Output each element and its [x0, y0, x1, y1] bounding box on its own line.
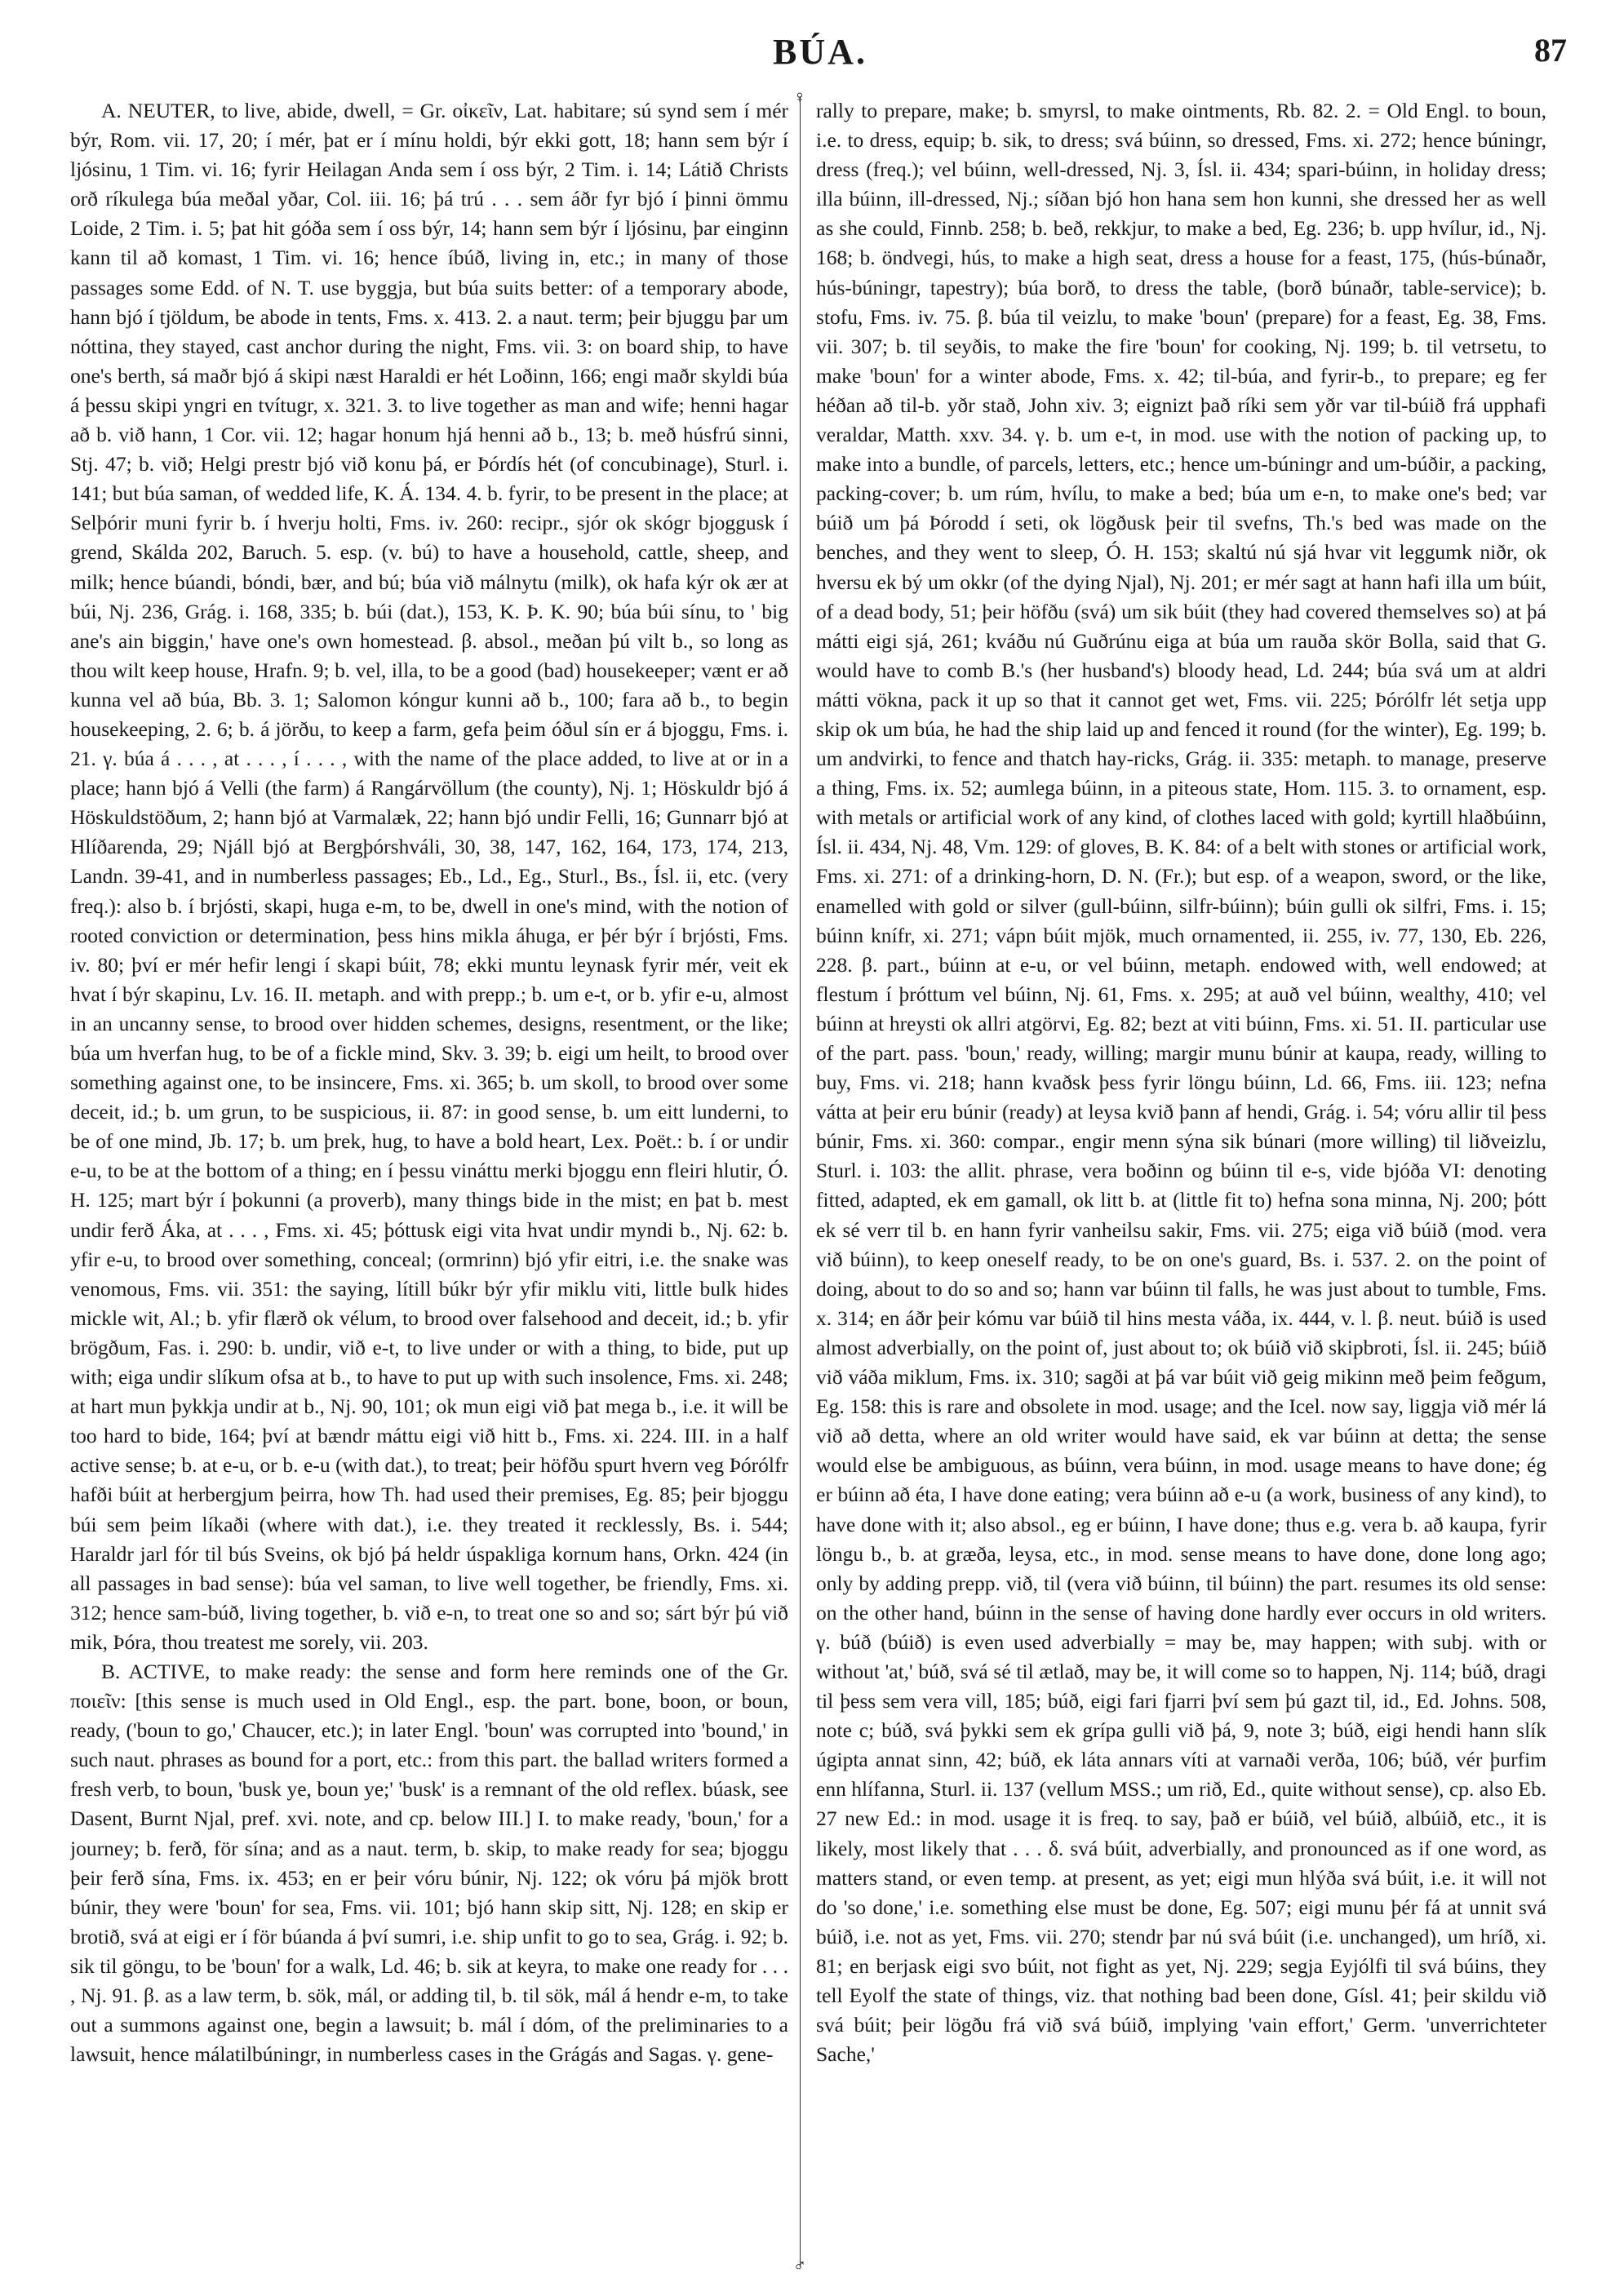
page-header [73, 31, 1567, 80]
left-column [70, 96, 788, 2267]
entry-section-a: A. NEUTER, to live, abide, dwell, = Gr. οἰκεῖν, Lat. habitare; sú synd sem í mér býr, Rom. vii. 17, 20; í mér, þat er í mínu holdi, býr ekki gott, 18; hann sem býr í ljósinu, 1 Tim. vi. 16; fyrir Heilagan Anda sem í oss býr, 2 Tim. i. 14; Látið Christs orð ríkulega búa meðal yðar, Col. iii. 16; þá trú . . . sem áðr fyr bjó í þinni ömmu Loide, 2 Tim. i. 5; þat hit góða sem í oss býr, 14; hann sem býr í ljósinu, þar einginn kann til að komast, 1 Tim. vi. 16; hence íbúð, living in, etc.; in many of those passages some Edd. of N. T. use byggja, but búa suits better: of a temporary abode, hann bjó í tjöldum, be abode in tents, Fms. x. 413. 2. a naut. term; þeir bjuggu þar um nóttina, they stayed, cast anchor during the night, Fms. vii. 3: on board ship, to have one's berth, sá maðr bjó á skipi næst Haraldi er hét Loðinn, 166; engi maðr skyldi búa á þessu skipi yngri en tvítugr, x. 321. 3. to live together as man and wife; henni hagar að b. við hann, 1 Cor. vii. 12; hagar honum hjá henni að b., 13; b. með húsfrú sinni, Stj. 47; b. við; Helgi prestr bjó við konu þá, er Þórdís hét (of concubinage), Sturl. i. 141; but búa saman, of wedded life, K. Á. 134. 4. b. fyrir, to be present in the place; at Selþórir muni fyrir b. í hverju holti, Fms. iv. 260: recipr., sjór ok skógr bjoggusk í grend, Skálda 202, Baruch. 5. esp. (v. bú) to have a household, cattle, sheep, and milk; hence búandi, bóndi, bær, and bú; búa við málnytu (milk), ok hafa kýr ok ær at búi, Nj. 236, Grág. i. 168, 335; b. búi (dat.), 153, K. Þ. K. 90; búa búi sínu, to ' big ane's ain biggin,' have one's own homestead. β. absol., meðan þú vilt b., so long as thou wilt keep house, Hrafn. 9; b. vel, illa, to be a good (bad) housekeeper; vænt er að kunna vel að búa, Bb. 3. 1; Salomon kóngur kunni að b., 100; fara að b., to begin housekeeping, 2. 6; b. á jörðu, to keep a farm, gefa þeim óðul sín er á bjoggu, Fms. i. 21. γ. búa á . . . , at . . . , í . . . , with the name of the place added, to live at or in a place; hann bjó á Velli (the farm) á Rangárvöllum (the county), Nj. 1; Höskuldr bjó á Höskuldstöðum, 2; hann bjó at Varmalæk, 22; hann bjó undir Felli, 16; Gunnarr bjó at Hlíðarenda, 29; Njáll bjó at Bergþórshváli, 30, 38, 147, 162, 164, 173, 174, 213, Landn. 39-41, and in numberless passages; Eb., Ld., Eg., Sturl., Bs., Ísl. ii, etc. (very freq.): also b. í brjósti, skapi, huga e-m, to be, dwell in one's mind, with the notion of rooted conviction or determination, þess hins mikla áhuga, er þér býr í brjósti, Fms. iv. 80; því er mér hefir lengi í skapi búit, 78; ekki muntu leynask fyrir mér, veit ek hvat í býr skapinu, Lv. 16. II. metaph. and with prepp.; b. um e-t, or b. yfir e-u, almost in an uncanny sense, to brood over hidden schemes, designs, resentment, or the like; búa um hverfan hug, to be of a fickle mind, Skv. 3. 39; b. eigi um heilt, to brood over something against one, to be insincere, Fms. xi. 365; b. um skoll, to brood over some deceit, id.; b. um grun, to be suspicious, ii. 87: in good sense, b. um eitt lunderni, to be of one mind, Jb. 17; b. um þrek, hug, to have a bold heart, Lex. Poët.: b. í or undir e-u, to be at the bottom of a thing; en í þessu vináttu merki bjoggu enn fleiri hlutir, Ó. H. 125; mart býr í þokunni (a proverb), many things bide in the mist; en þat b. mest undir ferð Áka, at . . . , Fms. xi. 45; þóttusk eigi vita hvat undir myndi b., Nj. 62: b. yfir e-u, to brood over something, conceal; (ormrinn) bjó yfir eitri, i.e. the snake was venomous, Fms. vii. 351: the saying, lítill búkr býr yfir miklu viti, little bulk hides mickle wit, Al.; b. yfir flærð ok vélum, to brood over falsehood and deceit, id.; b. yfir brögðum, Fas. i. 290: b. undir, við e-t, to live under or with a thing, to bide, put up with; eiga undir slíkum ofsa at b., to have to put up with such insolence, Fms. xi. 248; at hart mun þykkja undir at b., Nj. 90, 101; ok mun eigi við þat mega b., i.e. it will be too hard to bide, 164; því at bændr máttu eigi við hitt b., Fms. xi. 224. III. in a half active sense; b. at e-u, or b. e-u (with dat.), to treat; þeir höfðu spurt hvern veg Þórólfr hafði búit at herbergjum þeirra, how Th. had used their premises, Eg. 85; þeir bjoggu búi sem þeim líkaði (where with dat.), i.e. they treated it recklessly, Bs. i. 544; Haraldr jarl fór til bús Sveins, ok bjó þá heldr úspakliga kornum hans, Orkn. 424 (in all passages in bad sense): búa vel saman, to live well together, be friendly, Fms. xi. 312; hence sam-búð, living together, b. við e-n, to treat one so and so; sárt býr þú við mik, Þóra, thou treatest me sorely, vii. 203. [70, 99, 788, 1654]
page-number: 87 [1534, 32, 1567, 69]
divider-ornament-bottom-icon: ♂ [792, 2255, 807, 2276]
column-divider [800, 96, 801, 2267]
entry-section-b-continued: rally to prepare, make; b. smyrsl, to make ointments, Rb. 82. 2. = Old Engl. to boun, i.e. to dress, equip; b. sik, to dress; svá búinn, so dressed, Fms. xi. 272; hence búningr, dress (freq.); vel búinn, well-dressed, Nj. 3, Ísl. ii. 434; spari-búinn, in holiday dress; illa búinn, ill-dressed, Nj.; síðan bjó hon hana sem hon kunni, she dressed her as well as she could, Finnb. 258; b. beð, rekkjur, to make a bed, Eg. 236; b. upp hvílur, id., Nj. 168; b. öndvegi, hús, to make a high seat, dress a house for a feast, 175, (hús-búnaðr, hús-búningr, tapestry); búa borð, to dress the table, (borð búnaðr, table-service); b. stofu, Fms. iv. 75. β. búa til veizlu, to make 'boun' (prepare) for a feast, Eg. 38, Fms. vii. 307; b. til seyðis, to make the fire 'boun' for cooking, Nj. 199; b. til vetrsetu, to make 'boun' for a winter abode, Fms. x. 42; til-búa, and fyrir-b., to prepare; eg fer héðan að til-b. yðr stað, John xiv. 3; eignizt það ríki sem yðr var til-búið frá upphafi veraldar, Matth. xxv. 34. γ. b. um e-t, in mod. use with the notion of packing up, to make into a bundle, of parcels, letters, etc.; hence um-búningr and um-búðir, a packing, packing-cover; b. um rúm, hvílu, to make a bed; búa um e-n, to make one's bed; var búið um þá Þórodd í seti, ok lögðusk þeir til svefns, Th.'s bed was made on the benches, and they went to sleep, Ó. H. 153; skaltú nú sjá hvar vit leggumk niðr, ok hversu ek bý um okkr (of the dying Njal), Nj. 201; er mér sagt at hann hafi illa um búit, of a dead body, 51; þeir höfðu (svá) um sik búit (they had covered themselves so) at þá mátti eigi sjá, 261; kváðu nú Guðrúnu eiga at búa um rauða skör Bolla, said that G. would have to comb B.'s (her husband's) bloody head, Ld. 244; búa svá um at aldri mátti vökna, pack it up so that it cannot get wet, Fms. vii. 225; Þórólfr lét setja upp skip ok um búa, he had the ship laid up and fenced it round (for the winter), Eg. 199; b. um andvirki, to fence and thatch hay-ricks, Grág. ii. 335: metaph. to manage, preserve a thing, Fms. ix. 52; aumlega búinn, in a piteous state, Hom. 115. 3. to ornament, esp. with metals or artificial work of any kind, of clothes laced with gold; kyrtill hlaðbúinn, Ísl. ii. 434, Nj. 48, Vm. 129: of gloves, B. K. 84: of a belt with stones or artificial work, Fms. xi. 271: of a drinking-horn, D. N. (Fr.); but esp. of a weapon, sword, or the like, enamelled with gold or silver (gull-búinn, silfr-búinn); búin gulli ok silfri, Fms. i. 15; búinn knífr, xi. 271; vápn búit mjök, much ornamented, ii. 255, iv. 77, 130, Eb. 226, 228. β. part., búinn at e-u, or vel búinn, metaph. endowed with, well endowed; at flestum í þróttum vel búinn, Nj. 61, Fms. x. 295; at auð vel búinn, wealthy, 410; vel búinn at hreysti ok allri atgörvi, Eg. 82; bezt at viti búinn, Fms. xi. 51. II. particular use of the part. pass. 'boun,' ready, willing; margir munu búnir at kaupa, ready, willing to buy, Fms. vi. 218; hann kvaðsk þess fyrir löngu búinn, Ld. 66, Fms. iii. 123; nefna vátta at þeir eru búnir (ready) at leysa kvið þann af hendi, Grág. i. 54; vóru allir til þess búnir, Fms. xi. 360: compar., engir menn sýna sik búnari (more willing) til liðveizlu, Sturl. i. 103: the allit. phrase, vera boðinn og búinn til e-s, vide bjóða VI: denoting fitted, adapted, ek em gamall, ok litt b. at (little fit to) hefna sona minna, Nj. 200; þótt ek sé verr til b. en hann fyrir vanheilsu sakir, Fms. vii. 275; eiga við búið (mod. vera við búinn), to keep oneself ready, to be on one's guard, Bs. i. 537. 2. on the point of doing, about to do so and so; hann var búinn til falls, he was just about to tumble, Fms. x. 314; en áðr þeir kómu var búið til hins mesta váða, ix. 444, v. l. β. neut. búið is used almost adverbially, on the point of, just about to; ok búið við skipbroti, Ísl. ii. 245; búið við váða miklum, Fms. ix. 310; sagði at þá var búit við geig mikinn með þeim feðgum, Eg. 158: this is rare and obsolete in mod. usage; and the Icel. now say, liggja við mér lá við að detta, where an old writer would have said, ek var búinn at detta; the sense would else be ambiguous, as búinn, vera búinn, in mod. usage means to have done; ég er búinn að éta, I have done eating; vera búinn að e-u (a work, business of any kind), to have done with it; also absol., eg er búinn, I have done; thus e.g. vera b. að kaupa, fyrir löngu b., b. at græða, leysa, etc., in mod. sense means to have done, done long ago; only by adding prepp. við, til (vera við búinn, til búinn) the part. resumes its old sense: on the other hand, búinn in the sense of having done hardly ever occurs in old writers. γ. búð (búið) is even used adverbially = may be, may happen; with subj. with or without 'at,' búð, svá sé til ætlað, may be, it will come so to happen, Nj. 114; búð, dragi til þess sem vera vill, 185; búð, eigi fari fjarri því sem þú gazt til, id., Ed. Johns. 508, note c; búð, svá þykki sem ek grípa gulli við þá, 9, note 3; búð, eigi hendi hann slík úgipta annat sinn, 42; búð, ek láta annars víti at varnaði verða, 106; búð, vér þurfim enn hlífanna, Sturl. ii. 137 (vellum MSS.; um rið, Ed., quite without sense), cp. also Eb. 27 new Ed.: in mod. usage it is freq. to say, það er búið, vel búið, albúið, etc., it is likely, most likely that . . . δ. svá búit, adverbially, and pronounced as if one word, as matters stand, or even temp. at present, as yet; eigi mun hlýða svá búit, i.e. it will not do 'so done,' i.e. something else must be done, Eg. 507; eigi munu þér fá at unnit svá búið, i.e. not as yet, Fms. vii. 270; stendr þar nú svá búit (i.e. unchanged), um hríð, xi. 81; en berjask eigi svo búit, not fight as yet, Nj. 229; segja Eyjólfi til svá búins, they tell Eyolf the state of things, viz. that nothing bad been done, Gísl. 41; þeir skildu við svá búit; þeir lögðu frá við svá búið, implying 'vain effort,' Germ. 'unverrichteter Sache,' [816, 99, 1546, 2067]
page-title: BÚA. [773, 32, 867, 72]
entry-section-b: B. ACTIVE, to make ready: the sense and form here reminds one of the Gr. ποιεῖν: [this sense is much used in Old Engl., esp. the part. bone, boon, or boun, ready, ('boun to go,' Chaucer, etc.); in later Engl. 'boun' was corrupted into 'bound,' in such naut. phrases as bound for a port, etc.: from this part. the ballad writers formed a fresh verb, to boun, 'busk ye, boun ye;' 'busk' is a remnant of the old reflex. búask, see Dasent, Burnt Njal, pref. xvi. note, and cp. below III.] I. to make ready, 'boun,' for a journey; b. ferð, för sína; and as a naut. term, b. skip, to make ready for sea; bjoggu þeir ferð sína, Fms. ix. 453; en er þeir vóru búnir, Nj. 122; ok vóru þá mjök brott búnir, they were 'boun' for sea, Fms. vii. 101; bjó hann skip sitt, Nj. 128; en skip er brotið, svá at eigi er í för búanda á því sumri, i.e. ship unfit to go to sea, Grág. i. 92; b. sik til göngu, to be 'boun' for a walk, Ld. 46; b. sik at keyra, to make one ready for . . . , Nj. 91. β. as a law term, b. sök, mál, or adding til, b. til sök, mál á hendr e-m, to take out a summons against one, begin a lawsuit; b. mál í dóm, of the preliminaries to a lawsuit, hence málatilbúningr, in numberless cases in the Grágás and Sagas. γ. gene- [70, 1659, 788, 2067]
divider-ornament-icon: ♀ [792, 86, 807, 107]
right-column [816, 96, 1546, 2267]
